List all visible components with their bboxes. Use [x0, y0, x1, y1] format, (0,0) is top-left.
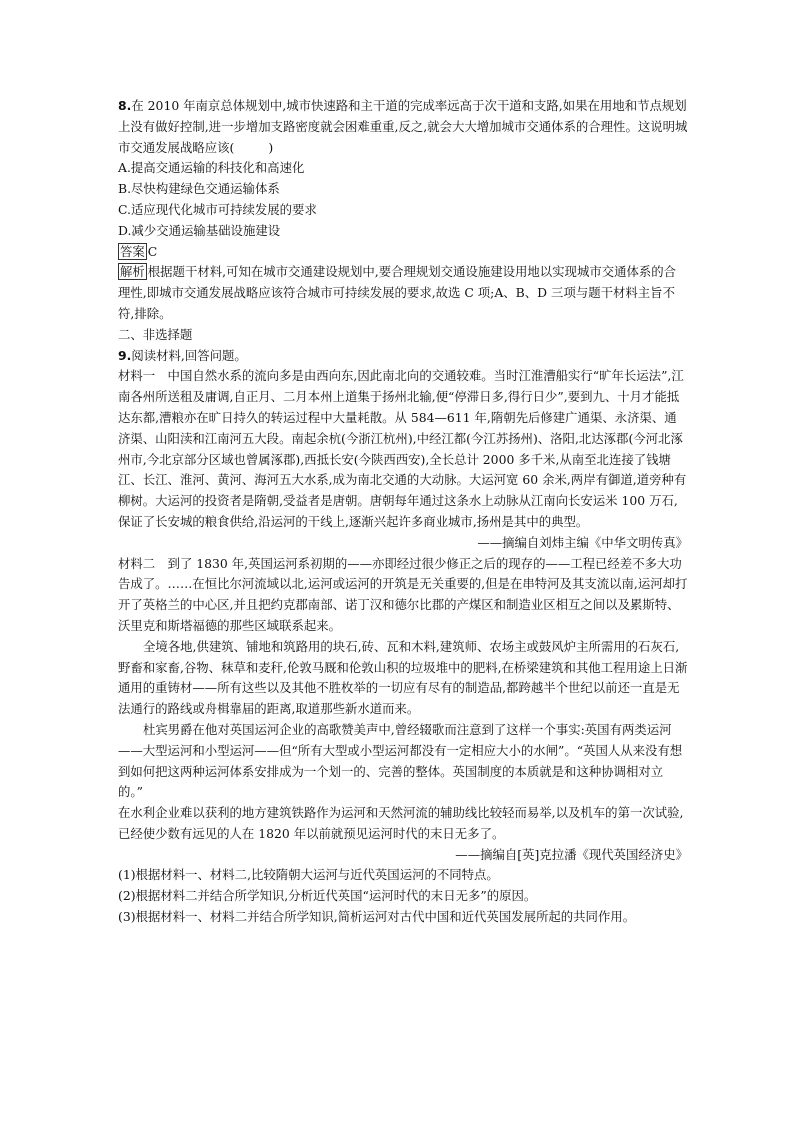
material-1-text: 中国自然水系的流向多是由西向东,因此南北向的交通较难。当时江淮漕船实行“旷年长运法”,江南各州所送租及庸调,自正月、二月本州上道集于扬州北输,便“停滞日多,得行日少”,要到九、十月才能抵达东都,漕粮亦在旷日持久的转运过程中大量耗散。从 584—611 年,隋朝先后修建广通渠、永济渠、通济渠、山阳渎和江南河五大段。南起余杭(今浙江杭州),中经江都(今江苏扬州)、洛阳,北达涿郡(今河北涿州市,今北京部分区域也曾属涿郡),西抵长安(今陕西西安),全长总计 2000 多千米,从南至北连接了钱塘江、长江、淮河、黄河、海河五大水系,成为南北交通的大动脉。大运河宽 60 余米,两岸有御道,道旁种有柳树。大运河的投资者是隋朝,受益者是唐朝。唐朝每年通过这条水上动脉从江南向长安运米 100 万石,保证了长安城的粮食供给,沿运河的干线上,逐渐兴起许多商业城市,扬州是其中的典型。: [118, 368, 687, 529]
question-8-stem: [118, 96, 688, 158]
sub-question-1: (1)根据材料一、材料二,比较隋朝大运河与近代英国运河的不同特点。: [118, 867, 499, 883]
option-b: B.尽快构建绿色交通运输体系: [118, 181, 280, 197]
material-1: [118, 366, 688, 532]
sub-question-3: (3)根据材料一、材料二并结合所学知识,简析运河对古代中国和近代英国发展所起的共同作用。: [118, 909, 636, 925]
question-8-number: 8.: [118, 98, 132, 113]
answer-value: C: [147, 243, 158, 259]
material-1-label: 材料一: [118, 368, 156, 384]
question-8-text: 在 2010 年南京总体规划中,城市快速路和主干道的完成率远高于次干道和支路,如果在用地和节点规划上没有做好控制,进一步增加支路密度就会困难重重,反之,就会大大增加城市交通体系的合理性。这说明城市交通发展战略应该(: [118, 98, 688, 155]
material-2-paragraph-4: 在水利企业难以获利的地方建筑铁路作为运河和天然河流的辅助线比较轻而易举,以及机车的第一次试验,已经使少数有远见的人在 1820 年以前就预见运河时代的末日无多了。: [118, 805, 684, 841]
question-9-number: 9.: [118, 347, 132, 363]
answer-line: [118, 242, 688, 263]
material-2: [118, 554, 688, 637]
analysis-tag: 解析: [120, 264, 145, 280]
sub-question-2: (2)根据材料二并结合所学知识,分析近代英国“运河时代的末日无多”的原因。: [118, 888, 537, 904]
option-d: D.减少交通运输基础设施建设: [118, 222, 281, 238]
material-2-source: ——摘编自[英]克拉潘《现代英国经济史》: [455, 846, 688, 862]
question-9-stem: [118, 346, 688, 367]
material-2-paragraph-1: 到了 1830 年,英国运河系初期的——亦即经过很少修正之后的现存的——工程已经差不多大功告成了。……在恒比尔河流域以北,运河或运河的开筑是无关重要的,但是在串特河及其支流以南,运河却打开了英格兰的中心区,并且把约克郡南部、诺丁汉和德尔比郡的产煤区和制造业区相互之间以及累斯特、沃里克和斯塔福德的那些区域联系起来。: [118, 555, 688, 633]
question-8-bracket: ): [268, 139, 274, 155]
document-body: [118, 96, 688, 928]
option-a: A.提高交通运输的科技化和高速化: [118, 160, 305, 176]
material-2-paragraph-3: 杜宾男爵在他对英国运河企业的高歌赞美声中,曾经辍歌而注意到了这样一个事实:英国有两类运河——大型运河和小型运河——但“所有大型或小型运河都没有一定相应大小的水闸”。“英国人从来没有想到如何把这两种运河体系安排成为一个划一的、完善的整体。英国制度的本质就是和这种协调相对立的。”: [118, 721, 683, 800]
material-1-source: ——摘编自刘炜主编《中华文明传真》: [477, 534, 688, 550]
analysis-line: [118, 262, 688, 324]
section-heading: 二、非选择题: [118, 326, 193, 342]
material-2-paragraph-2: 全境各地,供建筑、铺地和筑路用的块石,砖、瓦和木料,建筑师、农场主或鼓风炉主所需用的石灰石,野畜和家畜,谷物、秣草和麦秆,伦敦马厩和伦敦山积的垃圾堆中的肥料,在桥梁建筑和其他工程用途上日渐通用的重铸材——所有这些以及其他不胜枚举的一切应有尽有的制造品,都跨越半个世纪以前还一直是无法通行的路线或舟楫靠届的距离,取道那些新水道而来。: [118, 638, 688, 717]
answer-tag: 答案: [120, 243, 145, 259]
analysis-text: 根据题干材料,可知在城市交通建设规划中,要合理规划交通设施建设用地以实现城市交通体系的合理性,即城市交通发展战略应该符合城市可持续发展的要求,故选 C 项;A、B、D 三项与题干材料主旨不符,排除。: [118, 264, 677, 321]
option-c: C.适应现代化城市可持续发展的要求: [118, 201, 317, 217]
material-2-label: 材料二: [118, 555, 156, 571]
question-9-text: 阅读材料,回答问题。: [131, 347, 247, 363]
